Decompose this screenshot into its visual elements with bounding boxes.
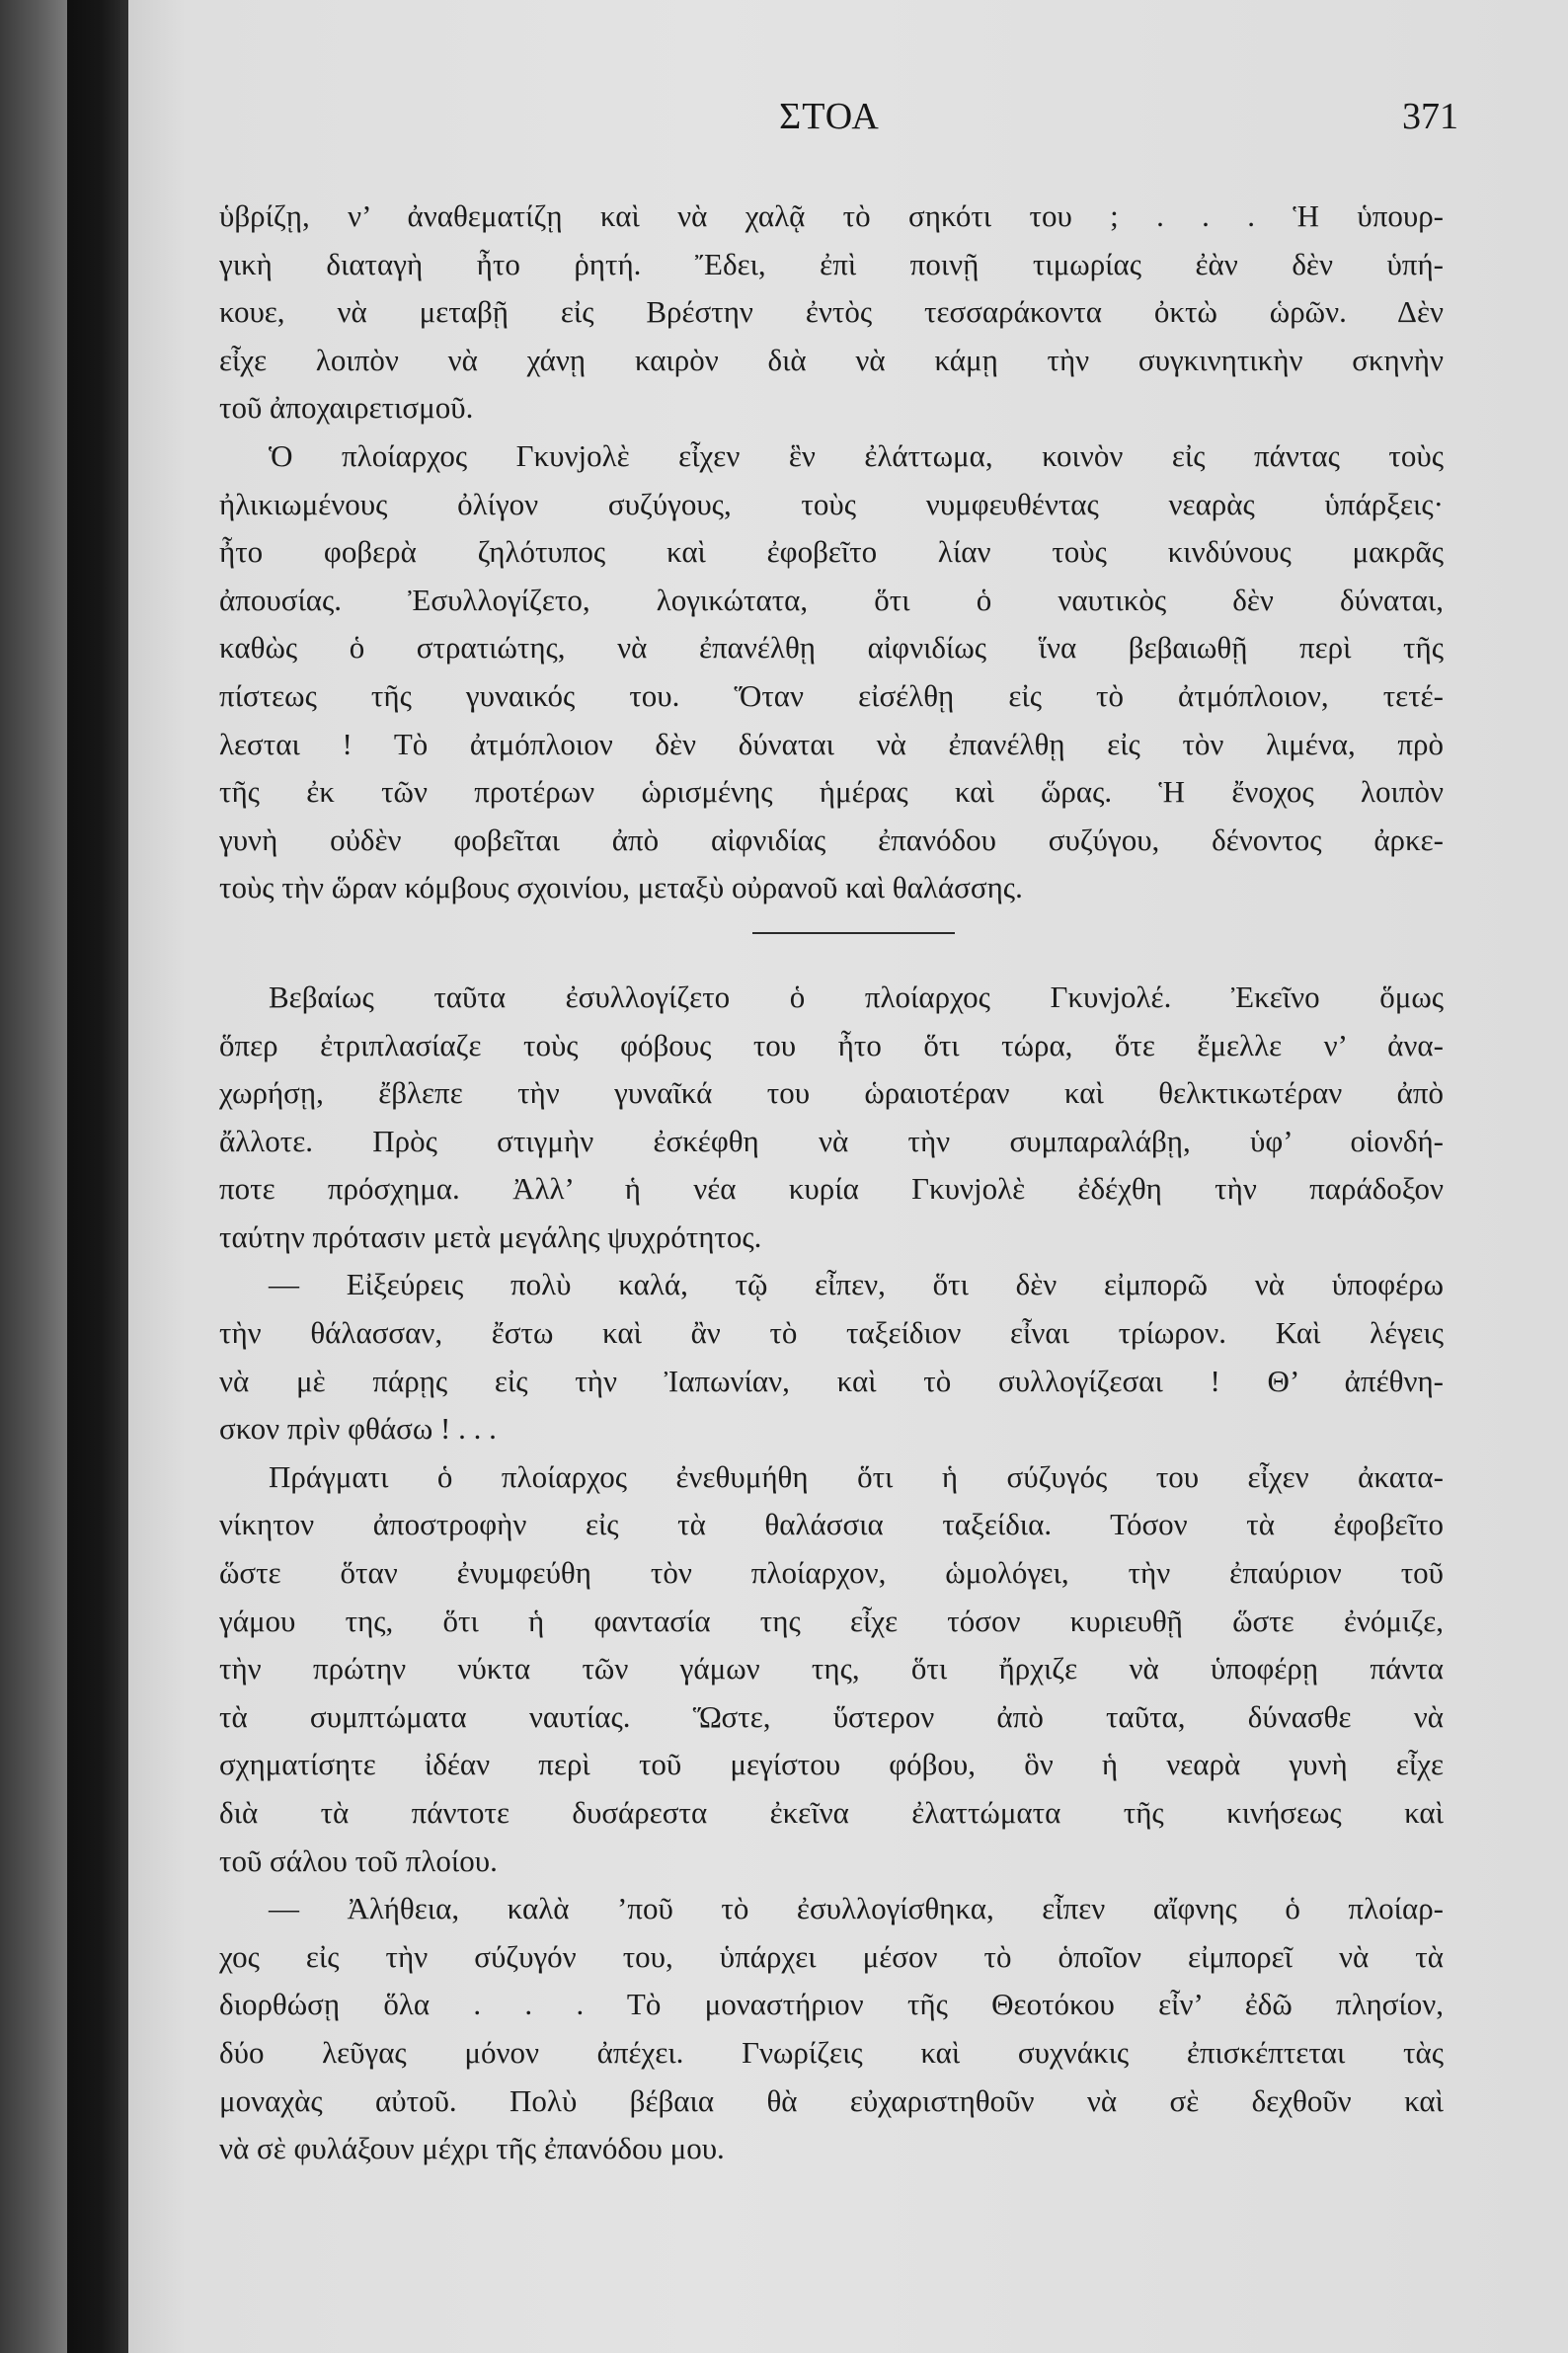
text-line: καθὼς ὁ στρατιώτης, νὰ ἐπανέλθῃ αἰφνιδίως ἵνα βεβαιωθῇ περὶ τῆς (219, 630, 1444, 666)
text-line: τὴν πρώτην νύκτα τῶν γάμων της, ὅτι ἤρχιζε νὰ ὑποφέρῃ πάντα (219, 1651, 1444, 1686)
text-line: ἀπουσίας. Ἐσυλλογίζετο, λογικώτατα, ὅτι ὁ ναυτικὸς δὲν δύναται, (219, 582, 1444, 617)
text-line: κουε, νὰ μεταβῇ εἰς Βρέστην ἐντὸς τεσσαράκοντα ὀκτὼ ὡρῶν. Δὲν (219, 294, 1444, 330)
text-line: λεσται ! Τὸ ἀτμόπλοιον δὲν δύναται νὰ ἐπανέλθῃ εἰς τὸν λιμένα, πρὸ (219, 726, 1444, 761)
page-number: 371 (1402, 96, 1458, 137)
text-line: σχηματίσητε ἰδέαν περὶ τοῦ μεγίστου φόβου, ὃν ἡ νεαρὰ γυνὴ εἶχε (219, 1747, 1444, 1782)
text-line: Βεβαίως ταῦτα ἐσυλλογίζετο ὁ πλοίαρχος Γκυνjολέ. Ἐκεῖνο ὅμως (269, 979, 1444, 1014)
text-line: τῆς ἐκ τῶν προτέρων ὡρισμένης ἡμέρας καὶ ὥρας. Ἡ ἔνοχος λοιπὸν (219, 774, 1444, 810)
text-line: μοναχὰς αὐτοῦ. Πολὺ βέβαια θὰ εὐχαριστηθοῦν νὰ σὲ δεχθοῦν καὶ (219, 2082, 1444, 2118)
text-line: ὅπερ ἐτριπλασίαζε τοὺς φόβους του ἦτο ὅτι τώρα, ὅτε ἔμελλε ν’ ἀνα- (219, 1027, 1444, 1062)
text-line: Πράγματι ὁ πλοίαρχος ἐνεθυμήθη ὅτι ἡ σύζυγός του εἶχεν ἀκατα- (269, 1458, 1444, 1494)
running-head (128, 95, 1568, 154)
section-break (219, 912, 1444, 960)
text-line: ὥστε ὅταν ἐνυμφεύθη τὸν πλοίαρχον, ὡμολόγει, τὴν ἐπαύριον τοῦ (219, 1555, 1444, 1591)
text-line: τὰ συμπτώματα ναυτίας. Ὥστε, ὕστερον ἀπὸ ταῦτα, δύνασθε νὰ (219, 1698, 1444, 1734)
book-page (128, 0, 1568, 2353)
text-line: πίστεως τῆς γυναικός του. Ὅταν εἰσέλθῃ εἰς τὸ ἀτμόπλοιον, τετέ- (219, 677, 1444, 713)
text-line: χωρήσῃ, ἔβλεπε τὴν γυναῖκά του ὡραιοτέραν καὶ θελκτικωτέραν ἀπὸ (219, 1075, 1444, 1111)
text-line: δύο λεῦγας μόνον ἀπέχει. Γνωρίζεις καὶ συχνάκις ἐπισκέπτεται τὰς (219, 2034, 1444, 2070)
text-line: ἦτο φοβερὰ ζηλότυπος καὶ ἐφοβεῖτο λίαν τοὺς κινδύνους μακρᾶς (219, 534, 1444, 570)
text-line: εἶχε λοιπὸν νὰ χάνῃ καιρὸν διὰ νὰ κάμῃ τὴν συγκινητικὴν σκηνὴν (219, 342, 1444, 377)
text-line: ἄλλοτε. Πρὸς στιγμὴν ἐσκέφθη νὰ τὴν συμπαραλάβῃ, ὑφ’ οἱονδή- (219, 1123, 1444, 1158)
text-line: — Ἀλήθεια, καλὰ ’ποῦ τὸ ἐσυλλογίσθηκα, εἶπεν αἴφνης ὁ πλοίαρ- (269, 1891, 1444, 1926)
text-line: ποτε πρόσχημα. Ἀλλ’ ἡ νέα κυρία Γκυνjολὲ ἐδέχθη τὴν παράδοξον (219, 1171, 1444, 1207)
text-line: νίκητον ἀποστροφὴν εἰς τὰ θαλάσσια ταξείδια. Τόσον τὰ ἐφοβεῖτο (219, 1507, 1444, 1542)
running-title: ΣΤΟΑ (779, 96, 880, 137)
text-line: σκον πρὶν φθάσω ! . . . (219, 1411, 497, 1447)
text-line: Ὁ πλοίαρχος Γκυνjολὲ εἶχεν ἓν ἐλάττωμα, κοινὸν εἰς πάντας τοὺς (269, 437, 1444, 473)
text-line: ὑβρίζῃ, ν’ ἀναθεματίζῃ καὶ νὰ χαλᾷ τὸ σηκότι του ; . . . Ἡ ὑπουρ- (219, 198, 1444, 233)
book-binding-shadow (67, 0, 128, 2353)
text-line: ταύτην πρότασιν μετὰ μεγάλης ψυχρότητος. (219, 1218, 762, 1254)
text-line: — Εἰξεύρεις πολὺ καλά, τῷ εἶπεν, ὅτι δὲν εἰμπορῶ νὰ ὑποφέρω (269, 1267, 1444, 1302)
text-line: γικὴ διαταγὴ ἦτο ῥητή. Ἔδει, ἐπὶ ποινῇ τιμωρίας ἐὰν δὲν ὑπή- (219, 246, 1444, 281)
text-line: γυνὴ οὐδὲν φοβεῖται ἀπὸ αἰφνιδίας ἐπανόδου συζύγου, δένοντος ἀρκε- (219, 822, 1444, 857)
scan-background (0, 0, 67, 2353)
section-divider (752, 932, 955, 934)
text-line: τοῦ σάλου τοῦ πλοίου. (219, 1843, 498, 1878)
text-line: διορθώσῃ ὅλα . . . Τὸ μοναστήριον τῆς Θεοτόκου εἶν’ ἐδῶ πλησίον, (219, 1987, 1444, 2022)
text-line: νὰ σὲ φυλάξουν μέχρι τῆς ἐπανόδου μου. (219, 2131, 725, 2166)
body-text (219, 193, 1444, 2173)
text-line: χος εἰς τὴν σύζυγόν του, ὑπάρχει μέσον τὸ ὁποῖον εἰμπορεῖ νὰ τὰ (219, 1938, 1444, 1974)
text-line: ἠλικιωμένους ὀλίγον συζύγους, τοὺς νυμφευθέντας νεαρὰς ὑπάρξεις· (219, 486, 1444, 521)
text-line: τὴν θάλασσαν, ἔστω καὶ ἂν τὸ ταξείδιον εἶναι τρίωρον. Καὶ λέγεις (219, 1315, 1444, 1351)
text-line: τοῦ ἀποχαιρετισμοῦ. (219, 390, 474, 426)
text-line: διὰ τὰ πάντοτε δυσάρεστα ἐκεῖνα ἐλαττώματα τῆς κινήσεως καὶ (219, 1795, 1444, 1830)
text-line: γάμου της, ὅτι ἡ φαντασία της εἶχε τόσον κυριευθῇ ὥστε ἐνόμιζε, (219, 1603, 1444, 1638)
text-line: νὰ μὲ πάρῃς εἰς τὴν Ἰαπωνίαν, καὶ τὸ συλλογίζεσαι ! Θ’ ἀπέθνη- (219, 1363, 1444, 1398)
text-line: τοὺς τὴν ὥραν κόμβους σχοινίου, μεταξὺ οὐρανοῦ καὶ θαλάσσης. (219, 870, 1023, 905)
